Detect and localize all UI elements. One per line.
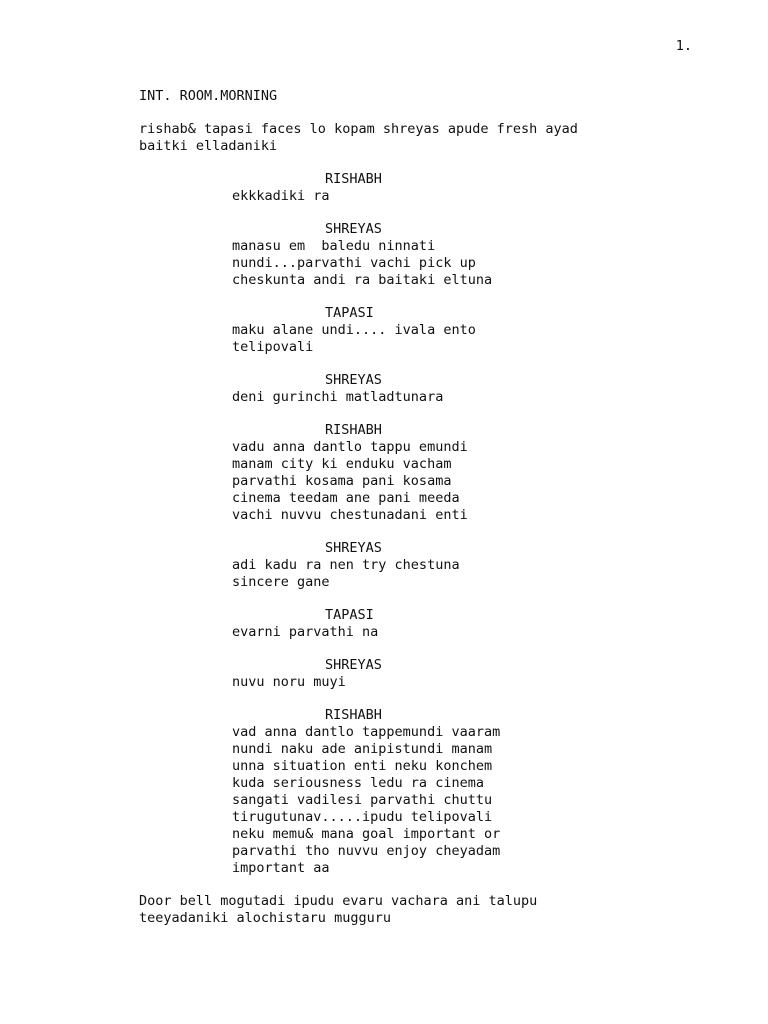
dialogue-line: adi kadu ra nen try chestuna (232, 557, 460, 573)
dialogue-line: cheskunta andi ra baitaki eltuna (232, 272, 493, 288)
action-line: teeyadaniki alochistaru mugguru (139, 910, 391, 926)
dialogue-line: parvathi tho nuvvu enjoy cheyadam (232, 843, 501, 859)
dialogue-line: maku alane undi.... ivala ento (232, 322, 476, 338)
dialogue-line: kuda seriousness ledu ra cinema (232, 775, 484, 791)
dialogue-line: nundi...parvathi vachi pick up (232, 255, 476, 271)
dialogue-line: important aa (232, 860, 330, 876)
character-name: SHREYAS (325, 372, 382, 388)
dialogue-line: neku memu& mana goal important or (232, 826, 501, 842)
dialogue-block (139, 372, 699, 406)
dialogue-block (139, 707, 699, 877)
action-paragraph-2 (139, 893, 699, 927)
dialogue-line: tirugutunav.....ipudu telipovali (232, 809, 493, 825)
dialogue-block (139, 221, 699, 289)
scene-heading: INT. ROOM.MORNING (139, 88, 278, 104)
character-name: SHREYAS (325, 657, 382, 673)
character-name: RISHABH (325, 422, 382, 438)
character-name: RISHABH (325, 171, 382, 187)
dialogue-line: nuvu noru muyi (232, 674, 346, 690)
dialogue-line: nundi naku ade anipistundi manam (232, 741, 493, 757)
screenplay-content (139, 88, 699, 927)
dialogue-line: deni gurinchi matladtunara (232, 389, 444, 405)
dialogue-block (139, 657, 699, 691)
dialogue-line: ekkkadiki ra (232, 188, 330, 204)
dialogue-line: cinema teedam ane pani meeda (232, 490, 460, 506)
dialogue-line: vachi nuvvu chestunadani enti (232, 507, 468, 523)
dialogue-line: unna situation enti neku konchem (232, 758, 493, 774)
dialogue-line: sangati vadilesi parvathi chuttu (232, 792, 493, 808)
action-line: Door bell mogutadi ipudu evaru vachara ani talupu (139, 893, 538, 909)
action-paragraph-1 (139, 121, 699, 155)
character-name: SHREYAS (325, 221, 382, 237)
dialogue-block (139, 422, 699, 524)
dialogue-line: manasu em baledu ninnati (232, 238, 436, 254)
dialogue-line: sincere gane (232, 574, 330, 590)
dialogue-block (139, 607, 699, 641)
dialogue-block (139, 171, 699, 205)
dialogue-line: telipovali (232, 339, 314, 355)
dialogue-line: vadu anna dantlo tappu emundi (232, 439, 468, 455)
dialogue-block (139, 305, 699, 356)
dialogue-line: manam city ki enduku vacham (232, 456, 452, 472)
dialogue-line: evarni parvathi na (232, 624, 379, 640)
action-line: baitki elladaniki (139, 138, 278, 154)
character-name: RISHABH (325, 707, 382, 723)
character-name: TAPASI (325, 607, 374, 623)
character-name: TAPASI (325, 305, 374, 321)
action-line: rishab& tapasi faces lo kopam shreyas apude fresh ayad (139, 121, 578, 137)
dialogue-line: vad anna dantlo tappemundi vaaram (232, 724, 501, 740)
character-name: SHREYAS (325, 540, 382, 556)
page-number: 1. (675, 38, 692, 54)
dialogue-block (139, 540, 699, 591)
dialogue-line: parvathi kosama pani kosama (232, 473, 452, 489)
